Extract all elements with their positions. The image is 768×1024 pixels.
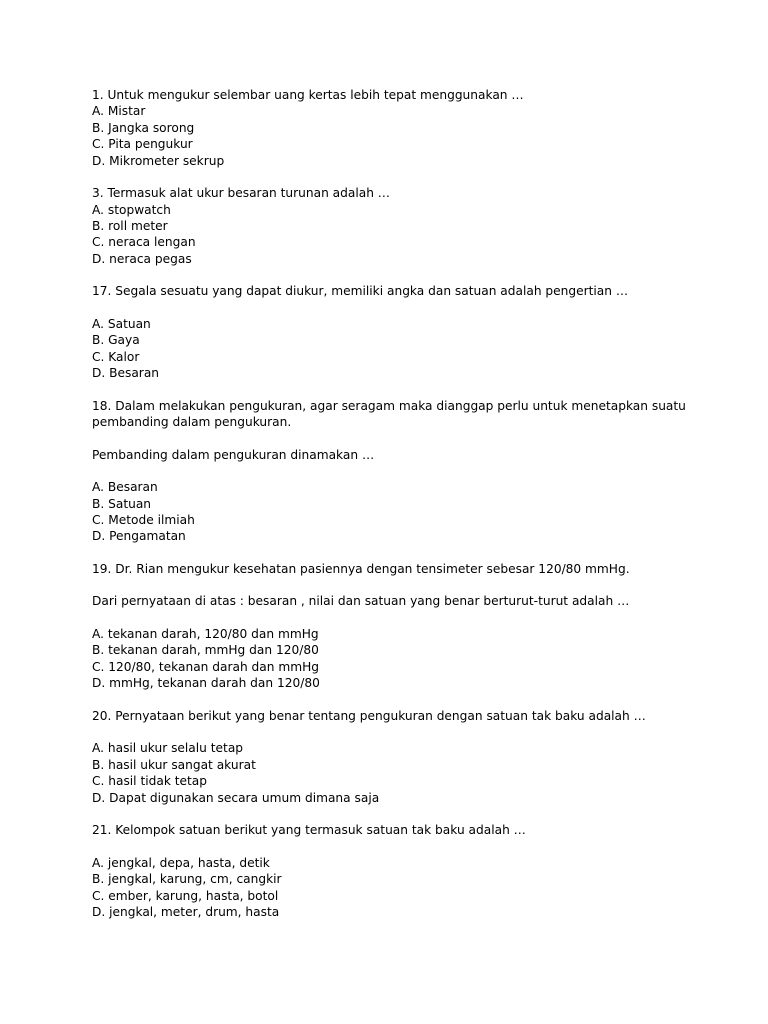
- option-a: A. jengkal, depa, hasta, detik: [92, 855, 270, 870]
- spacer: [92, 839, 692, 855]
- option-b: B. jengkal, karung, cm, cangkir: [92, 872, 282, 887]
- question-18: [92, 398, 692, 545]
- option-c: C. hasil tidak tetap: [92, 774, 208, 789]
- option-c: C. Pita pengukur: [92, 137, 193, 152]
- question-text: 3. Termasuk alat ukur besaran turunan adalah …: [92, 186, 390, 201]
- option-a: A. stopwatch: [92, 202, 171, 217]
- option-b: B. Satuan: [92, 496, 152, 511]
- option-d: D. mmHg, tekanan darah dan 120/80: [92, 676, 320, 691]
- option-b: B. roll meter: [92, 218, 168, 233]
- spacer: [92, 381, 692, 397]
- option-a: A. Satuan: [92, 316, 151, 331]
- question-followup: Dari pernyataan di atas : besaran , nilai dan satuan yang benar berturut-turut adalah …: [92, 594, 630, 609]
- question-19: [92, 561, 692, 692]
- question-20: [92, 708, 692, 806]
- question-3: [92, 185, 692, 267]
- option-c: C. 120/80, tekanan darah dan mmHg: [92, 659, 319, 674]
- question-text: 21. Kelompok satuan berikut yang termasuk satuan tak baku adalah …: [92, 823, 526, 838]
- option-c: C. Metode ilmiah: [92, 512, 195, 527]
- spacer: [92, 610, 692, 626]
- option-a: A. Besaran: [92, 480, 158, 495]
- question-text: 20. Pernyataan berikut yang benar tentang pengukuran dengan satuan tak baku adalah …: [92, 708, 646, 723]
- option-a: A. tekanan darah, 120/80 dan mmHg: [92, 627, 319, 642]
- spacer: [92, 577, 692, 593]
- spacer: [92, 169, 692, 185]
- spacer: [92, 692, 692, 708]
- option-b: B. Jangka sorong: [92, 120, 195, 135]
- option-a: A. hasil ukur selalu tetap: [92, 741, 244, 756]
- spacer: [92, 724, 692, 740]
- option-d: D. Besaran: [92, 366, 160, 381]
- option-d: D. Dapat digunakan secara umum dimana saja: [92, 790, 380, 805]
- option-b: B. tekanan darah, mmHg dan 120/80: [92, 643, 319, 658]
- option-b: B. Gaya: [92, 333, 140, 348]
- option-a: A. Mistar: [92, 104, 146, 119]
- question-text: 18. Dalam melakukan pengukuran, agar seragam maka dianggap perlu untuk menetapkan suatu: [92, 398, 686, 413]
- option-c: C. Kalor: [92, 349, 140, 364]
- spacer: [92, 430, 692, 446]
- spacer: [92, 300, 692, 316]
- question-1: [92, 87, 692, 169]
- option-d: D. Pengamatan: [92, 529, 186, 544]
- document-page: [92, 87, 692, 920]
- question-21: [92, 822, 692, 920]
- spacer: [92, 806, 692, 822]
- question-text: 1. Untuk mengukur selembar uang kertas lebih tepat menggunakan …: [92, 88, 524, 102]
- option-d: D. jengkal, meter, drum, hasta: [92, 904, 280, 919]
- option-d: D. Mikrometer sekrup: [92, 153, 225, 168]
- option-d: D. neraca pegas: [92, 251, 192, 266]
- question-text: 19. Dr. Rian mengukur kesehatan pasiennya dengan tensimeter sebesar 120/80 mmHg.: [92, 561, 630, 576]
- option-b: B. hasil ukur sangat akurat: [92, 757, 256, 772]
- spacer: [92, 545, 692, 561]
- question-text-continued: pembanding dalam pengukuran.: [92, 415, 292, 429]
- option-c: C. ember, karung, hasta, botol: [92, 888, 279, 903]
- question-followup: Pembanding dalam pengukuran dinamakan …: [92, 447, 375, 462]
- question-text: 17. Segala sesuatu yang dapat diukur, memiliki angka dan satuan adalah pengertian …: [92, 284, 629, 299]
- option-c: C. neraca lengan: [92, 235, 196, 250]
- spacer: [92, 267, 692, 283]
- question-17: [92, 283, 692, 381]
- spacer: [92, 463, 692, 479]
